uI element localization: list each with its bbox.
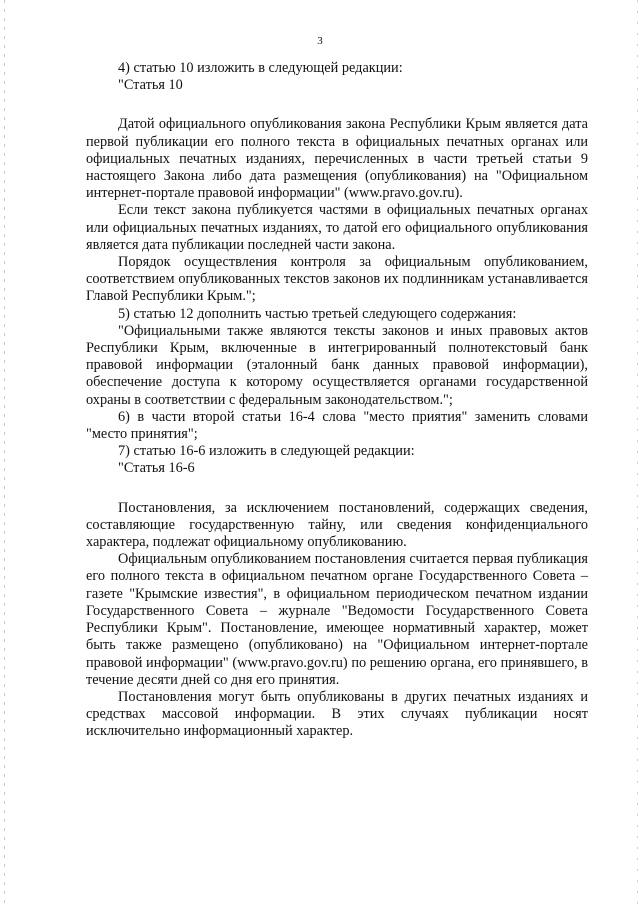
amendment-item-6: 6) в части второй статьи 16-4 слова "место приятия" заменить словами "место принятия"; xyxy=(86,408,588,443)
document-body xyxy=(86,60,588,741)
amendment-item-7: 7) статью 16-6 изложить в следующей редакции: xyxy=(118,443,415,460)
amendment-item-5: 5) статью 12 дополнить частью третьей следующего содержания: xyxy=(118,305,517,322)
article-12-part-3: "Официальными также являются тексты законов и иных правовых актов Республики Крым, включенные в интегрированный полнотекстовый банк правовой информации (эталонный банк данных правовой информации), обеспечение доступа к которому осуществляется органами государственной охраны в соответствии с федеральным законодательством."; xyxy=(86,322,588,408)
article-10-paragraph-3: Порядок осуществления контроля за официальным опубликованием, соответствием опубликованных текстов законов их подлинникам устанавливается Главой Республики Крым."; xyxy=(86,254,588,305)
article-16-6-heading: "Статья 16-6 xyxy=(118,460,195,477)
article-10-paragraph-1: Датой официального опубликования закона Республики Крым является дата первой публикации его полного текста в официальных печатных органах или официальных печатных изданиях, перечисленных в части третьей статьи 9 настоящего Закона либо дата размещения (опубликования) на "Официальном интернет-портале правовой информации" (www.pravo.gov.ru). xyxy=(86,116,588,202)
scan-edge-left xyxy=(4,0,5,905)
article-10-heading: "Статья 10 xyxy=(118,77,183,94)
scan-edge-right xyxy=(637,0,638,905)
article-16-6-paragraph-2: Официальным опубликованием постановления считается первая публикация его полного текста в официальном печатном органе Государственного Совета – газете "Крымские известия", в официальном периодическом печатном издании Государственного Совета – журнале "Ведомости Государственного Совета Республики Крым". Постановление, имеющее нормативный характер, может быть также размещено (опубликовано) на "Официальном интернет-портале правовой информации" (www.pravo.gov.ru) по решению органа, его принявшего, в течение десяти дней со дня его принятия. xyxy=(86,551,588,688)
amendment-item-4: 4) статью 10 изложить в следующей редакции: xyxy=(118,60,403,76)
article-16-6-paragraph-1: Постановления, за исключением постановлений, содержащих сведения, составляющие государственную тайну, или сведения конфиденциального характера, подлежат официальному опубликованию. xyxy=(86,499,588,551)
article-16-6-paragraph-3: Постановления могут быть опубликованы в других печатных изданиях и средствах массовой информации. В этих случаях публикации носят исключительно информационный характер. xyxy=(86,688,588,740)
article-10-paragraph-2: Если текст закона публикуется частями в официальных печатных органах или официальных печатных изданиях, то датой его официального опубликования является дата публикации последней части закона. xyxy=(86,202,588,253)
page-number: 3 xyxy=(317,35,323,47)
